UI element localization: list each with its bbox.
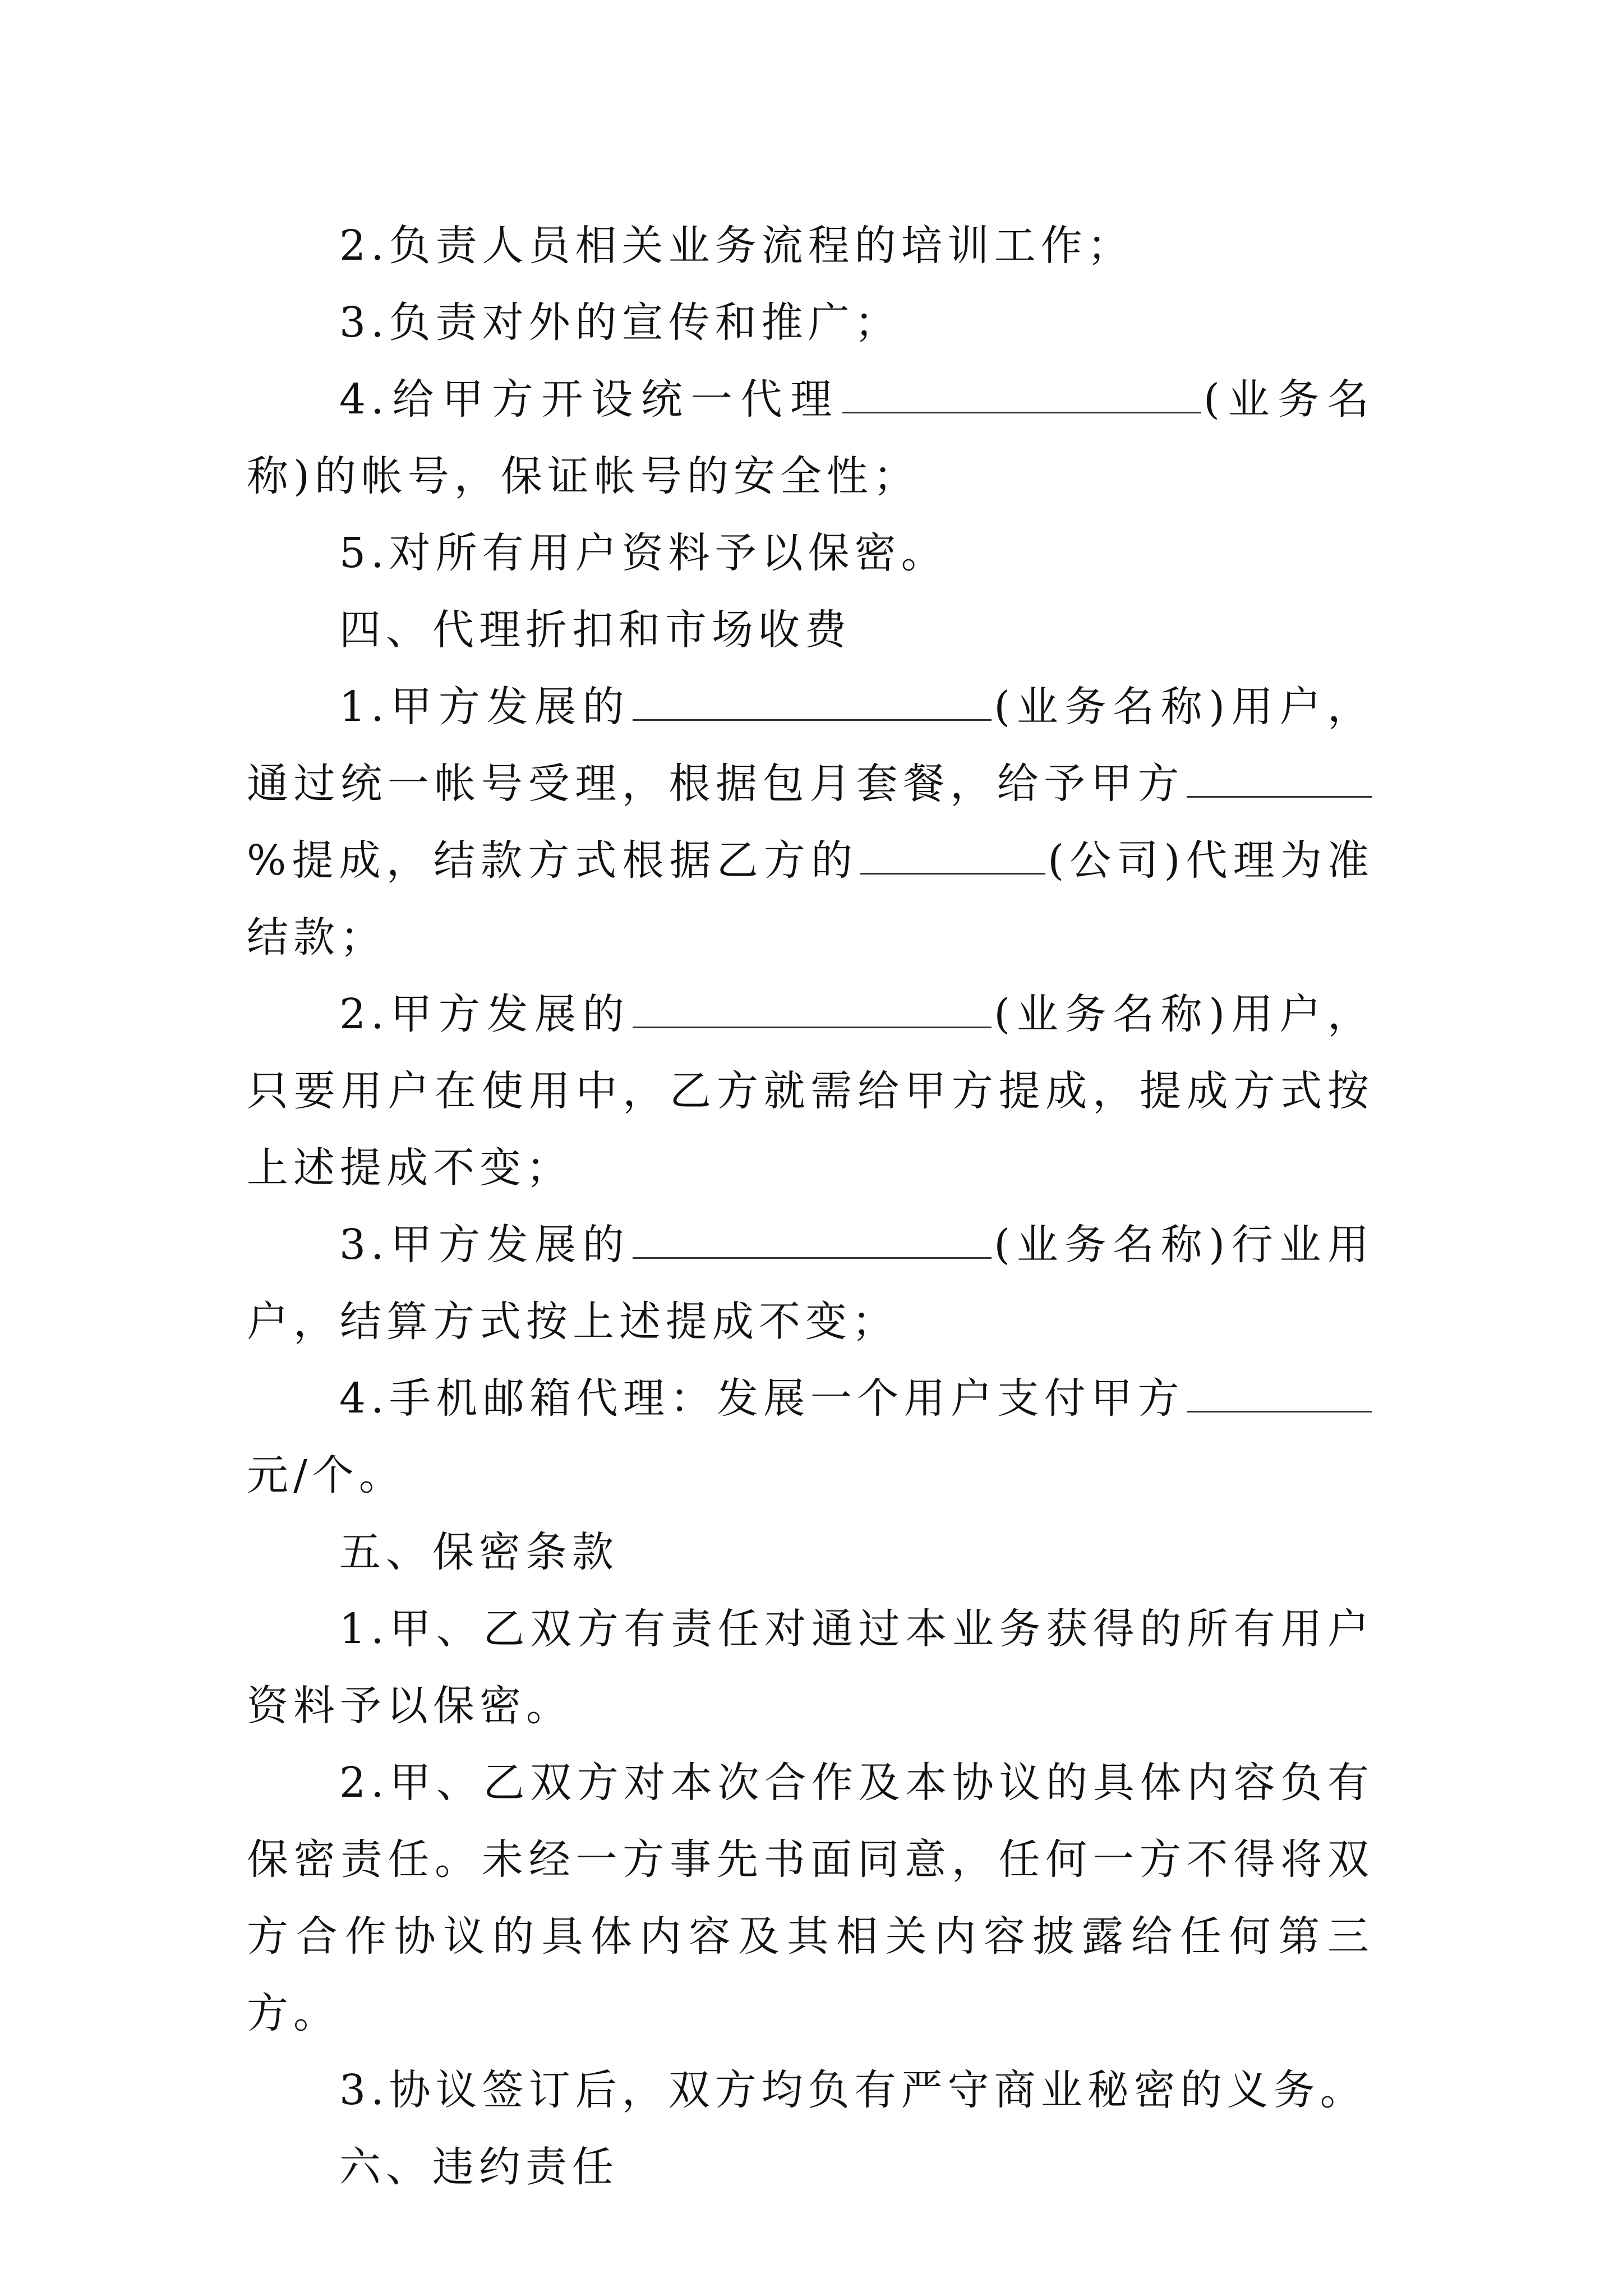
blank-percentage (1187, 761, 1372, 798)
paragraph-training: 2.负责人员相关业务流程的培训工作； (339, 222, 1134, 270)
text-fragment: (业务名称)的帐号，保证帐号的安全性； (247, 375, 1375, 500)
text-fragment: (公司)代理为准结款； (247, 836, 1374, 961)
text-fragment: 4.给甲方开设统一代理 (339, 375, 840, 424)
section-heading-discount: 四、代理折扣和市场收费 (339, 606, 851, 654)
section-heading-liability: 六、违约责任 (339, 2143, 619, 2191)
text-fragment: 1.甲方发展的 (339, 683, 631, 731)
paragraph-commission (247, 669, 1374, 976)
text-fragment: 3.甲方发展的 (339, 1221, 631, 1269)
paragraph-agreement-secrecy: 2.甲、乙双方对本次合作及本协议的具体内容负有保密责任。未经一方事先书面同意，任何一方不得将双方合作协议的具体内容及其相关内容披露给任何第三方。 (247, 1759, 1374, 2037)
paragraph-ongoing-commission (247, 976, 1374, 1207)
text-fragment: (业务名称)行业用户，结算方式按上述提成不变； (247, 1221, 1374, 1346)
blank-business-name (633, 1222, 992, 1259)
paragraph-promotion: 3.负责对外的宣传和推广； (339, 298, 901, 347)
blank-company (860, 838, 1045, 875)
paragraph-mail-agent (247, 1360, 1374, 1514)
paragraph-user-data-secrecy: 1.甲、乙双方有责任对通过本业务获得的所有用户资料予以保密。 (247, 1605, 1374, 1730)
paragraph-industry-users (247, 1207, 1374, 1360)
document-body (247, 208, 1374, 2206)
text-fragment: %提成，结款方式根据乙方的 (247, 836, 859, 885)
section-heading-confidentiality: 五、保密条款 (339, 1528, 619, 1576)
blank-amount (1187, 1376, 1372, 1412)
blank-business-name (633, 992, 992, 1028)
paragraph-trade-secrets: 3.协议签订后，双方均负有严守商业秘密的义务。 (339, 2066, 1367, 2114)
text-fragment: 4.手机邮箱代理：发展一个用户支付甲方 (339, 1374, 1184, 1423)
blank-business-name (633, 684, 992, 721)
blank-business-name (842, 377, 1201, 413)
paragraph-account (247, 361, 1374, 515)
text-fragment: (业务名称)用户，通过统一帐号受理，根据包月套餐，给予甲方 (247, 683, 1374, 808)
text-fragment: (业务名称)用户，只要用户在使用中，乙方就需给甲方提成，提成方式按上述提成不变； (247, 990, 1374, 1192)
text-fragment: 2.甲方发展的 (339, 990, 631, 1038)
text-fragment: 元/个。 (247, 1451, 405, 1499)
paragraph-confidential-data: 5.对所有用户资料予以保密。 (339, 529, 948, 577)
